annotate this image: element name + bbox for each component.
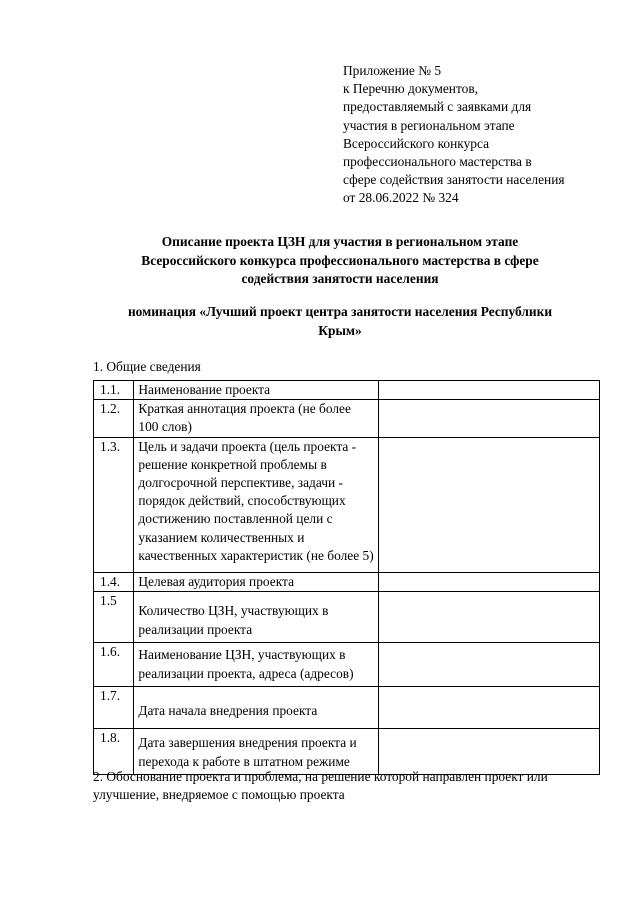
row-number: 1.8. bbox=[94, 728, 134, 774]
row-value-cell[interactable] bbox=[378, 381, 599, 400]
title-line: содействия занятости населения bbox=[241, 271, 439, 286]
row-value-cell[interactable] bbox=[378, 686, 599, 728]
appendix-line: Всероссийского конкурса bbox=[343, 135, 490, 151]
appendix-line: профессионального мастерства в bbox=[343, 154, 532, 170]
row-number: 1.2. bbox=[94, 400, 134, 437]
appendix-line: участия в региональном этапе bbox=[343, 117, 515, 133]
section-2-heading: 2. Обоснование проекта и проблема, на решение которой направлен проект или улучшение, внедряемое с помощью проекта bbox=[93, 769, 548, 802]
row-label: Количество ЦЗН, участвующих в реализации проекта bbox=[134, 591, 378, 642]
appendix-line: к Перечню документов, bbox=[343, 81, 478, 97]
row-label: Цель и задачи проекта (цель проекта - решение конкретной проблемы в долгосрочной перспективе, задачи - порядок действий, способствующих достижению поставленной цели с указанием количественных и качественных характеристик (не более 5) bbox=[134, 437, 378, 572]
general-info-table bbox=[93, 380, 600, 775]
table-row bbox=[94, 642, 600, 686]
document-title bbox=[60, 233, 620, 289]
row-label: Дата завершения внедрения проекта и перехода к работе в штатном режиме bbox=[134, 728, 378, 774]
row-number: 1.7. bbox=[94, 686, 134, 728]
row-label: Наименование проекта bbox=[134, 381, 378, 400]
title-line: Описание проекта ЦЗН для участия в региональном этапе bbox=[161, 234, 519, 249]
row-value-cell[interactable] bbox=[378, 572, 599, 591]
row-number: 1.3. bbox=[94, 437, 134, 572]
row-number: 1.5 bbox=[94, 591, 134, 642]
row-value-cell[interactable] bbox=[378, 400, 599, 437]
row-label: Целевая аудитория проекта bbox=[134, 572, 378, 591]
appendix-block bbox=[343, 62, 623, 208]
row-number: 1.4. bbox=[94, 572, 134, 591]
table-row bbox=[94, 381, 600, 400]
title-line: Всероссийского конкурса профессионального мастерства в сфере bbox=[141, 252, 539, 268]
appendix-line: Приложение № 5 bbox=[343, 63, 442, 78]
nomination-line: Крым» bbox=[318, 322, 362, 338]
appendix-line: сфере содействия занятости населения bbox=[343, 172, 565, 188]
row-number: 1.6. bbox=[94, 642, 134, 686]
appendix-line: предоставляемый с заявками для bbox=[343, 99, 532, 115]
row-label: Краткая аннотация проекта (не более 100 слов) bbox=[134, 400, 378, 437]
table-row bbox=[94, 437, 600, 572]
table-row bbox=[94, 591, 600, 642]
appendix-line: от 28.06.2022 № 324 bbox=[343, 190, 459, 206]
row-value-cell[interactable] bbox=[378, 591, 599, 642]
row-number: 1.1. bbox=[94, 381, 134, 400]
table-row bbox=[94, 572, 600, 591]
nomination-line: номинация «Лучший проект центра занятости населения Республики bbox=[127, 304, 553, 319]
table-row bbox=[94, 686, 600, 728]
table-row bbox=[94, 400, 600, 437]
section-1-heading: 1. Общие сведения bbox=[93, 359, 201, 374]
nomination-heading bbox=[60, 303, 620, 340]
row-value-cell[interactable] bbox=[378, 437, 599, 572]
row-label: Наименование ЦЗН, участвующих в реализации проекта, адреса (адресов) bbox=[134, 642, 378, 686]
row-label: Дата начала внедрения проекта bbox=[134, 686, 378, 728]
row-value-cell[interactable] bbox=[378, 642, 599, 686]
